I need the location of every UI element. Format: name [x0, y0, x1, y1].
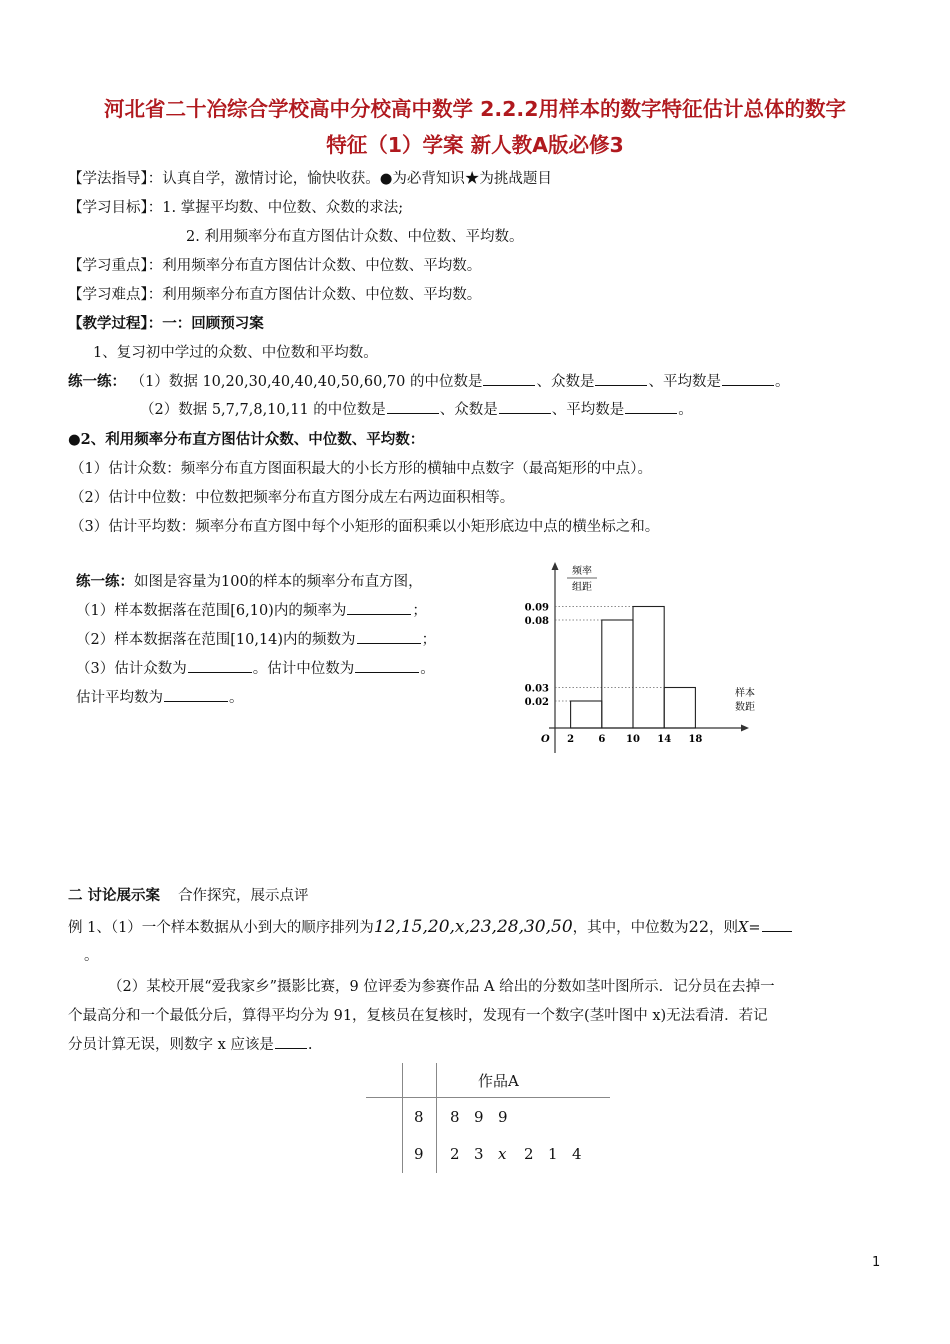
example-1-text-2: ，其中，中位数为 [572, 920, 689, 936]
y-axis-arrow [552, 562, 559, 570]
practice-2-label: 练一练： [76, 573, 134, 590]
study-guide: 【学法指导】：认真自学，激情讨论，愉快收获。●为必背知识★为挑战题目 [68, 171, 552, 187]
discussion-title: 二 讨论展示案 [68, 887, 161, 904]
histogram-bar [633, 607, 664, 729]
example-2-line-3-end: . [307, 1037, 313, 1053]
example-2-line-3 [68, 1033, 313, 1054]
practice-2-q4 [76, 686, 244, 707]
learning-goal-2: 2. 利用频率分布直方图估计众数、中位数、平均数。 [186, 229, 524, 245]
leaf: 2 [450, 1145, 460, 1163]
histogram-bar [602, 620, 633, 728]
leaf: 1 [548, 1145, 558, 1163]
answer-blank[interactable] [164, 687, 228, 702]
practice-1-q1-mode: 、众数是 [536, 374, 595, 390]
practice-1-label: 练一练： [68, 373, 126, 390]
title-line-2: 特征（1）学案 新人教A版必修3 [326, 133, 624, 157]
x-tick-label: 18 [688, 734, 703, 745]
practice-2-q3-median: 。估计中位数为 [252, 661, 355, 677]
practice-2-intro-text: 如图是容量为100的样本的频率分布直方图， [134, 574, 423, 590]
y-tick-label: 0.03 [524, 683, 549, 695]
answer-blank[interactable] [722, 371, 774, 386]
example-1-median: 22 [688, 917, 710, 936]
y-tick-label: 0.08 [524, 616, 549, 627]
learning-goal-1: 【学习目标】：1. 掌握平均数、中位数、众数的求法; [68, 200, 404, 216]
answer-blank[interactable] [483, 371, 535, 386]
practice-2-q1 [76, 599, 427, 620]
stem-9: 9 [414, 1145, 424, 1163]
practice-2-q3-end: 。 [420, 661, 435, 677]
leaves-row-9 [450, 1145, 596, 1163]
practice-1-line-2 [140, 398, 693, 419]
answer-blank[interactable] [625, 399, 677, 414]
practice-1-q2-text: （2）数据 5,7,7,8,10,11 的中位数是 [140, 402, 386, 418]
answer-blank[interactable] [499, 399, 551, 414]
x-label-bottom: 数距 [735, 702, 755, 713]
stem-header-rule [366, 1097, 610, 1098]
practice-2-q3 [76, 657, 435, 678]
x-tick-label: 10 [626, 734, 640, 745]
example-1-var: X [738, 920, 749, 936]
discussion-heading [68, 884, 309, 905]
learning-key-point: 【学习重点】：利用频率分布直方图估计众数、中位数、平均数。 [68, 258, 482, 274]
y-tick-label: 0.02 [524, 697, 549, 708]
y-tick-label: 0.09 [524, 602, 549, 614]
stem-leaf-header [478, 1070, 519, 1091]
practice-2-q4-mean: 估计平均数为 [76, 690, 163, 706]
histogram-bar [571, 701, 602, 728]
discussion-subtitle: 合作探究，展示点评 [178, 888, 309, 904]
answer-blank[interactable] [595, 371, 647, 386]
x-axis-arrow [741, 725, 749, 732]
leaf: 8 [450, 1108, 460, 1126]
example-2-line-2: 个最高分和一个最低分后，算得平均分为 91，复核员在复核时，发现有一个数字(茎叶图中 x)无法看清．若记 [68, 1008, 768, 1024]
answer-blank[interactable] [762, 917, 792, 932]
practice-2-intro [76, 570, 423, 591]
leaf: 4 [572, 1145, 582, 1163]
stem-leaf-plot [366, 1063, 614, 1175]
leaf: 9 [474, 1108, 484, 1126]
practice-2-q1-text: （1）样本数据落在范围[6,10)内的频率为 [76, 603, 347, 619]
stem-8: 8 [414, 1108, 424, 1126]
practice-2-q2-text: （2）样本数据落在范围[10,14)内的频数为 [76, 632, 356, 648]
section-2-heading: ●2、利用频率分布直方图估计众数、中位数、平均数： [68, 431, 425, 448]
estimate-mode: （1）估计众数：频率分布直方图面积最大的小长方形的横轴中点数字（最高矩形的中点）。 [70, 461, 652, 477]
stem-divider-right [436, 1063, 437, 1173]
teaching-process: 【教学过程】：一：回顾预习案 [68, 315, 264, 332]
leaves-row-8 [450, 1108, 522, 1126]
answer-blank[interactable] [347, 600, 411, 615]
example-2-line-3-text: 分员计算无误，则数字 x 应该是 [68, 1037, 274, 1053]
x-tick-label: 6 [598, 734, 606, 745]
leaf: 3 [474, 1145, 484, 1163]
stem-leaf-header-text: 作品A [478, 1072, 519, 1090]
practice-1-q1-mean: 、平均数是 [648, 374, 721, 390]
x-label-top: 样本 [735, 688, 755, 699]
title-line-1: 河北省二十冶综合学校高中分校高中数学 2.2.2用样本的数字特征估计总体的数字 [103, 97, 846, 121]
y-label-bottom: 组距 [572, 582, 592, 593]
leaf: 2 [524, 1145, 534, 1163]
practice-1-q1-text: （1）数据 10,20,30,40,40,40,50,60,70 的中位数是 [130, 374, 483, 390]
origin-label: O [541, 734, 550, 745]
stem-divider-left [402, 1063, 403, 1173]
y-label-top: 频率 [572, 566, 592, 577]
x-tick-label: 2 [567, 734, 575, 745]
practice-2-q2 [76, 628, 436, 649]
estimate-mean: （3）估计平均数：频率分布直方图中每个小矩形的面积乘以小矩形底边中点的横坐标之和。 [70, 519, 660, 535]
practice-1-q1-end: 。 [774, 374, 790, 390]
example-1-eq: = [748, 920, 761, 936]
review-instruction: 1、复习初中学过的众数、中位数和平均数。 [93, 345, 378, 361]
learning-difficulty: 【学习难点】：利用频率分布直方图估计众数、中位数、平均数。 [68, 287, 482, 303]
practice-1-q2-mode: 、众数是 [439, 402, 498, 418]
example-1-text: 例 1、（1）一个样本数据从小到大的顺序排列为 [68, 920, 374, 936]
practice-1-q2-end: 。 [678, 402, 693, 418]
x-tick-label: 14 [657, 734, 672, 745]
answer-blank[interactable] [387, 399, 439, 414]
practice-2-q1-end: ； [412, 603, 427, 619]
example-1-end: 。 [84, 948, 99, 964]
example-1-text-3: ，则 [709, 920, 739, 936]
example-1-line [68, 916, 793, 937]
estimate-median: （2）估计中位数：中位数把频率分布直方图分成左右两边面积相等。 [70, 490, 515, 506]
practice-2-q2-end: ； [421, 632, 437, 648]
page-number: 1 [872, 1255, 881, 1270]
frequency-histogram [515, 560, 775, 760]
answer-blank[interactable] [188, 658, 252, 673]
leaf: 9 [498, 1108, 508, 1126]
answer-blank[interactable] [357, 629, 421, 644]
histogram-bar [664, 688, 695, 729]
leaf-unknown-x: x [498, 1145, 507, 1163]
practice-2-q3-mode: （3）估计众数为 [76, 661, 187, 677]
practice-2-q4-end: 。 [229, 690, 244, 706]
answer-blank[interactable] [275, 1034, 307, 1049]
example-2-line-1: （2）某校开展“爱我家乡”摄影比赛，9 位评委为参赛作品 A 给出的分数如茎叶图所示．记分员在去掉一 [108, 979, 775, 995]
practice-1-q2-mean: 、平均数是 [551, 402, 625, 418]
practice-1-line-1 [68, 370, 789, 391]
answer-blank[interactable] [355, 658, 419, 673]
example-1-data: 12,15,20,x,23,28,30,50 [373, 917, 573, 937]
